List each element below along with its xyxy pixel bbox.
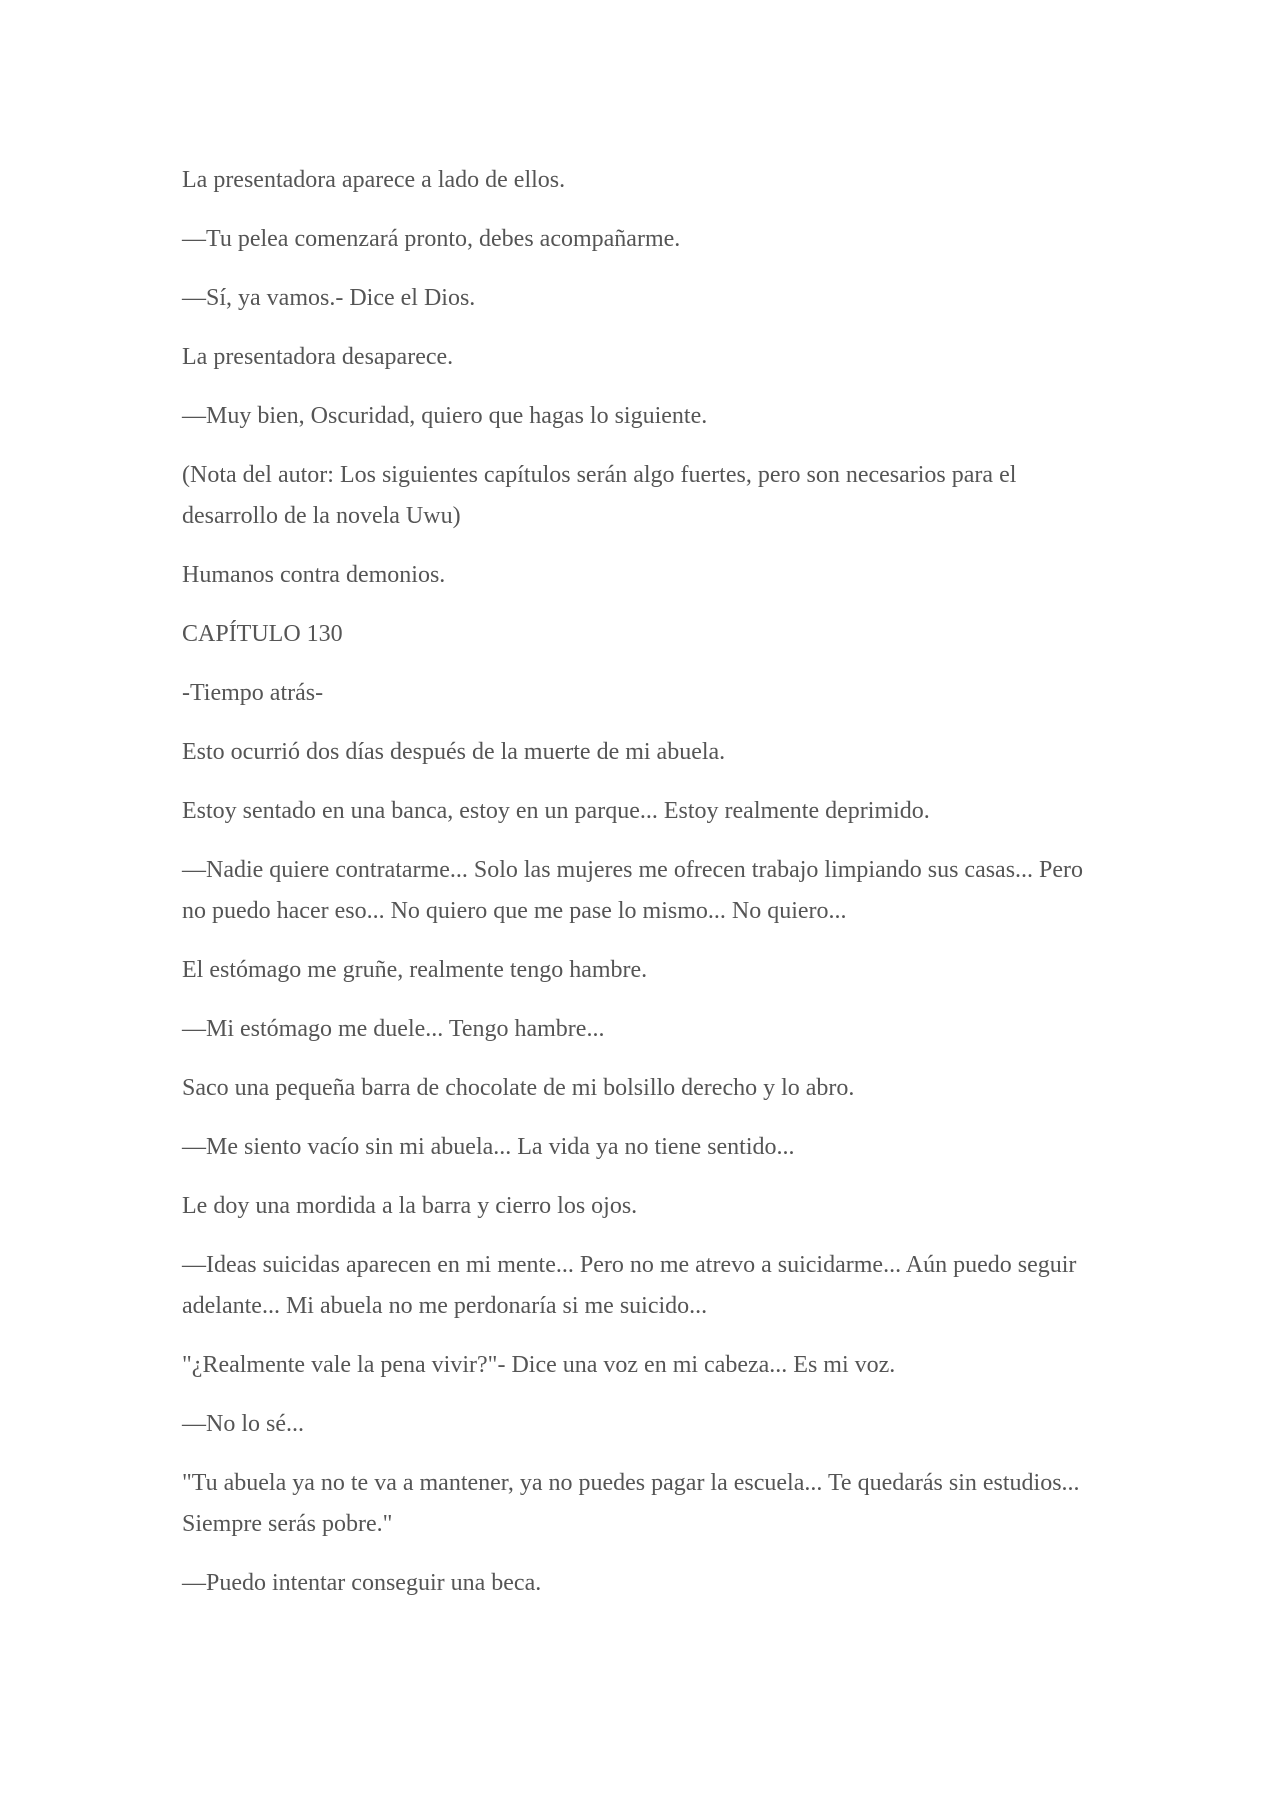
paragraph: —Muy bien, Oscuridad, quiero que hagas lo siguiente. [182,403,708,429]
paragraph: —Tu pelea comenzará pronto, debes acompañarme. [182,226,681,252]
paragraph: —Puedo intentar conseguir una beca. [182,1570,542,1596]
paragraph: —Me siento vacío sin mi abuela... La vida ya no tiene sentido... [182,1134,795,1160]
paragraph: —Mi estómago me duele... Tengo hambre... [182,1016,605,1042]
paragraph: —No lo sé... [182,1411,304,1437]
paragraph: —Nadie quiere contratarme... Solo las mujeres me ofrecen trabajo limpiando sus casas... Pero no puedo hacer eso... No quiero que me pase lo mismo... No quiero... [182,857,1084,924]
paragraph: "Tu abuela ya no te va a mantener, ya no puedes pagar la escuela... Te quedarás sin estudios... Siempre serás pobre." [182,1470,1080,1537]
paragraph: Saco una pequeña barra de chocolate de mi bolsillo derecho y lo abro. [182,1075,855,1101]
paragraph: Estoy sentado en una banca, estoy en un parque... Estoy realmente deprimido. [182,798,930,824]
paragraph: -Tiempo atrás- [182,680,324,706]
paragraph: "¿Realmente vale la pena vivir?"- Dice una voz en mi cabeza... Es mi voz. [182,1352,896,1378]
document-body [182,160,1102,1622]
paragraph: Humanos contra demonios. [182,562,446,588]
paragraph: Le doy una mordida a la barra y cierro los ojos. [182,1193,638,1219]
paragraph: La presentadora desaparece. [182,344,454,370]
paragraph: El estómago me gruñe, realmente tengo hambre. [182,957,648,983]
paragraph: Esto ocurrió dos días después de la muerte de mi abuela. [182,739,726,765]
paragraph: —Ideas suicidas aparecen en mi mente... Pero no me atrevo a suicidarme... Aún puedo seguir adelante... Mi abuela no me perdonaría si me suicido... [182,1252,1077,1319]
paragraph: La presentadora aparece a lado de ellos. [182,167,566,193]
paragraph: (Nota del autor: Los siguientes capítulos serán algo fuertes, pero son necesarios para el desarrollo de la novela Uwu) [182,462,1017,529]
paragraph: —Sí, ya vamos.- Dice el Dios. [182,285,476,311]
chapter-heading: CAPÍTULO 130 [182,621,343,647]
